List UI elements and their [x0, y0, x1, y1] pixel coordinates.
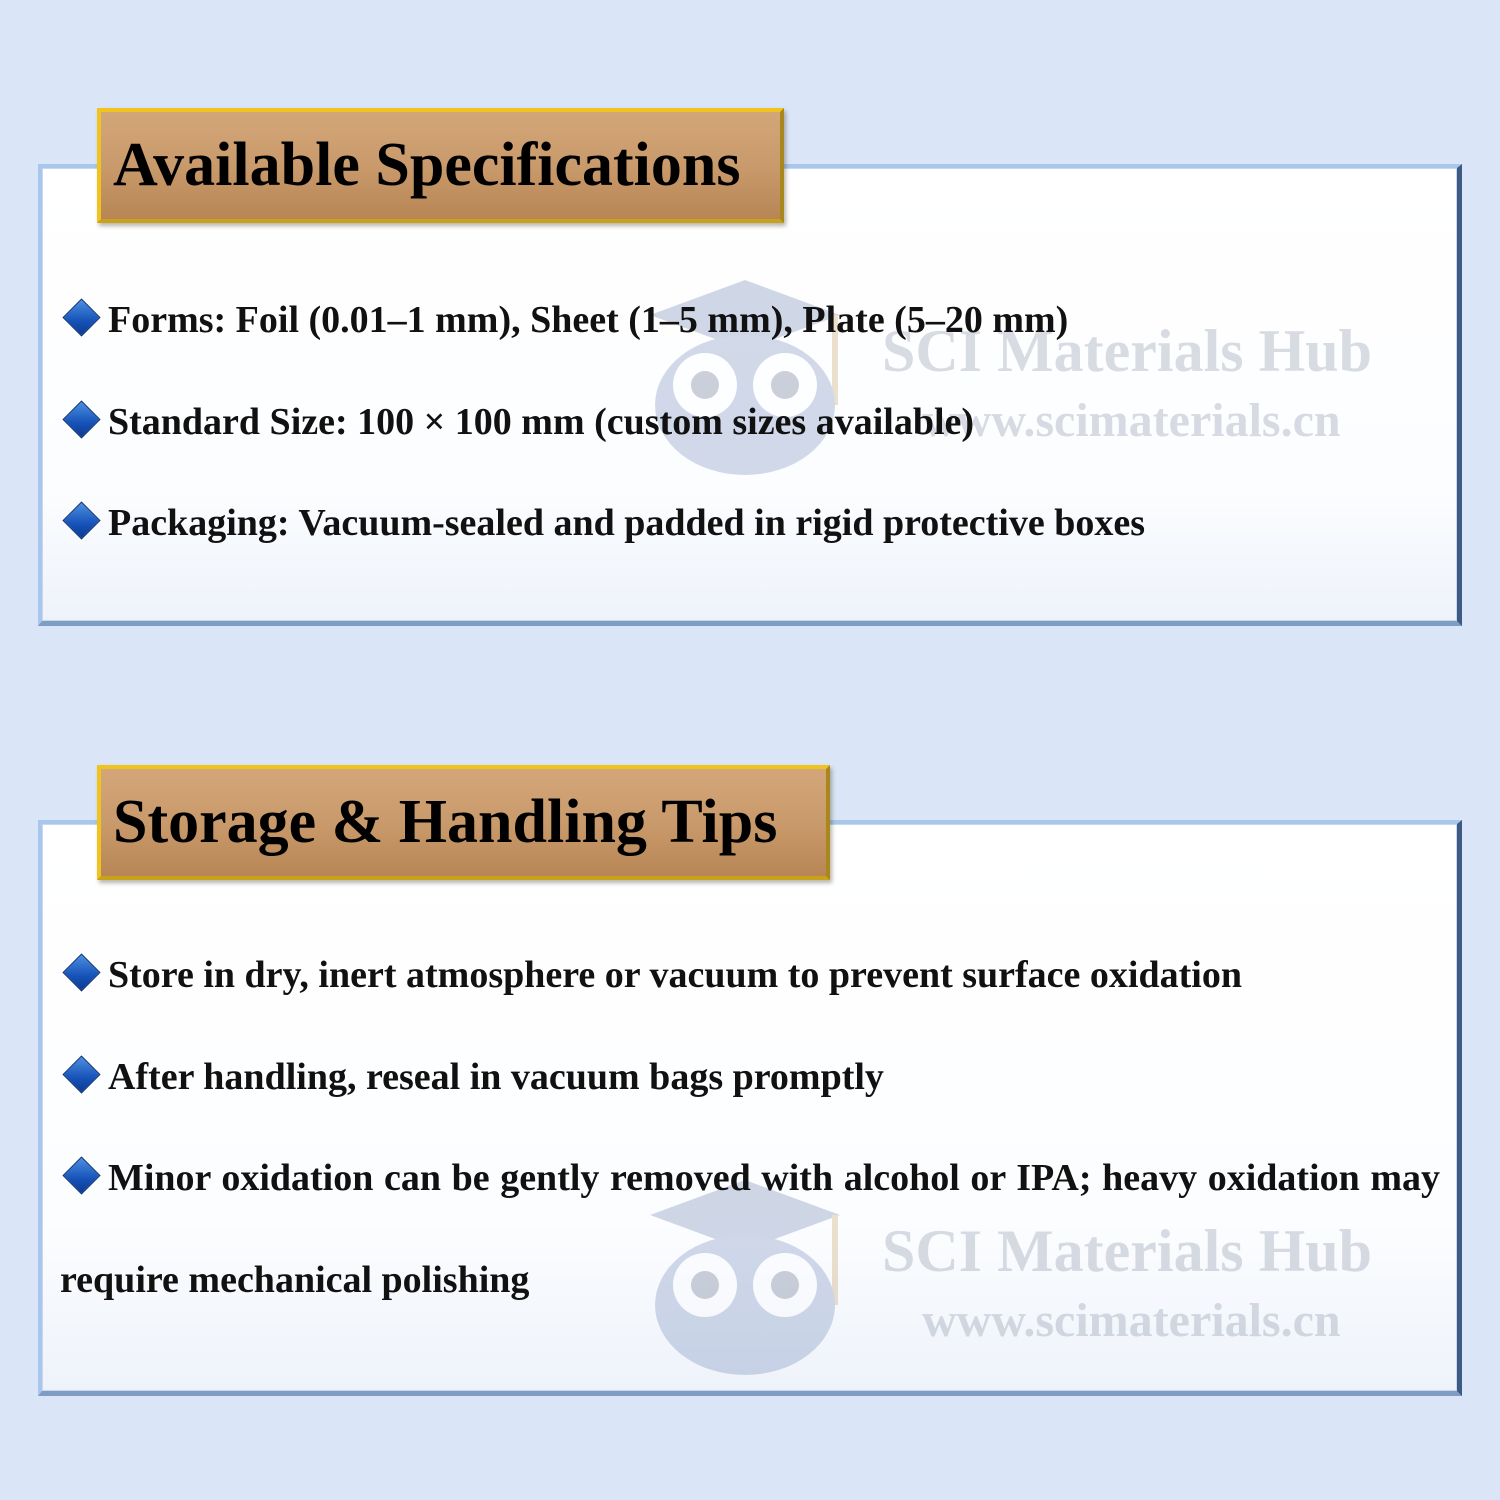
spec-item-text: Standard Size: 100 × 100 mm (custom sizes available) — [108, 401, 975, 443]
diamond-bullet-icon — [62, 501, 100, 539]
watermark-url: www.scimaterials.cn — [922, 394, 1341, 447]
watermark-url: www.scimaterials.cn — [922, 1294, 1341, 1347]
spec-item-text: Forms: Foil (0.01–1 mm), Sheet (1–5 mm), Plate (5–20 mm) — [108, 299, 1069, 341]
spec-item — [60, 501, 1145, 545]
spec-item-text: Packaging: Vacuum-sealed and padded in rigid protective boxes — [108, 502, 1146, 544]
spec-item — [60, 400, 974, 444]
storage-item — [60, 1127, 1440, 1331]
watermark-name: SCI Materials Hub — [882, 1218, 1373, 1284]
specifications-panel — [38, 164, 1462, 626]
diamond-bullet-icon — [62, 1055, 100, 1093]
diamond-bullet-icon — [62, 953, 100, 991]
diamond-bullet-icon — [62, 400, 100, 438]
storage-item-text: After handling, reseal in vacuum bags promptly — [108, 1056, 884, 1098]
storage-title: Storage & Handling Tips — [97, 765, 830, 880]
storage-item — [60, 953, 1242, 997]
diamond-bullet-icon — [62, 1156, 100, 1194]
watermark-name: SCI Materials Hub — [882, 318, 1373, 384]
storage-item — [60, 1055, 884, 1099]
specifications-title: Available Specifications — [97, 108, 784, 223]
storage-item-text: Minor oxidation can be gently removed with alcohol or IPA; heavy oxidation may require mechanical polishing — [60, 1157, 1440, 1301]
storage-item-text: Store in dry, inert atmosphere or vacuum to prevent surface oxidation — [108, 954, 1242, 996]
spec-item — [60, 298, 1068, 342]
diamond-bullet-icon — [62, 298, 100, 336]
